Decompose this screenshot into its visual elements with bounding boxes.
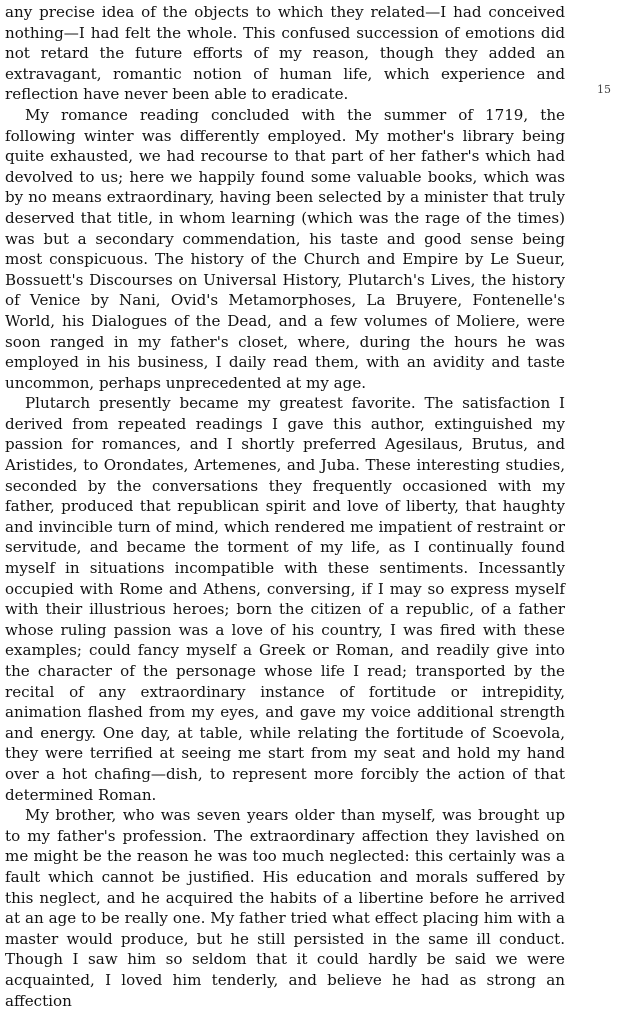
body-text xyxy=(5,2,565,1011)
paragraph-romance-reading: My romance reading concluded with the summer of 1719, the following winter was differently employed. My mother's library being quite exhausted, we had recourse to that part of her father's which had devolved to us; here we happily found some valuable books, which was by no means extraordinary, having been selected by a minister that truly deserved that title, in whom learning (which was the rage of the times) was but a secondary commendation, his taste and good sense being most conspicuous. The history of the Church and Empire by Le Sueur, Bossuett's Discourses on Universal History, Plutarch's Lives, the history of Venice by Nani, Ovid's Metamorphoses, La Bruyere, Fontenelle's World, his Dialogues of the Dead, and a few volumes of Moliere, were soon ranged in my father's closet, where, during the hours he was employed in his business, I daily read them, with an avidity and taste uncommon, perhaps unprecedented at my age. xyxy=(5,105,565,392)
paragraph-plutarch: Plutarch presently became my greatest favorite. The satisfaction I derived from repeated readings I gave this author, extinguished my passion for romances, and I shortly preferred Agesilaus, Brutus, and Aristides, to Orondates, Artemenes, and Juba. These interesting studies, seconded by the conversations they frequently occasioned with my father, produced that republican spirit and love of liberty, that haughty and invincible turn of mind, which rendered me impatient of restraint or servitude, and became the torment of my life, as I continually found myself in situations incompatible with these sentiments. Incessantly occupied with Rome and Athens, conversing, if I may so express myself with their illustrious heroes; born the citizen of a republic, of a father whose ruling passion was a love of his country, I was fired with these examples; could fancy myself a Greek or Roman, and readily give into the character of the personage whose life I read; transported by the recital of any extraordinary instance of fortitude or intrepidity, animation flashed from my eyes, and gave my voice additional strength and energy. One day, at table, while relating the fortitude of Scoevola, they were terrified at seeing me start from my seat and hold my hand over a hot chafing—dish, to represent more forcibly the action of that determined Roman. xyxy=(5,394,565,804)
paragraph-continuation: any precise idea of the objects to which they related—I had conceived nothing—I had felt the whole. This confused succession of emotions did not retard the future efforts of my reason, though they added an extravagant, romantic notion of human life, which experience and reflection have never been able to eradicate. xyxy=(5,3,565,104)
paragraph-brother: My brother, who was seven years older than myself, was brought up to my father's profession. The extraordinary affection they lavished on me might be the reason he was too much neglected: this certainly was a fault which cannot be justified. His education and morals suffered by this neglect, and he acquired the habits of a libertine before he arrived at an age to be really one. My father tried what effect placing him with a master would produce, but he still persisted in the same ill conduct. Though I saw him so seldom that it could hardly be said we were acquainted, I loved him tenderly, and believe he had as strong an affection xyxy=(5,806,565,1010)
page-number: 15 xyxy=(597,83,611,96)
